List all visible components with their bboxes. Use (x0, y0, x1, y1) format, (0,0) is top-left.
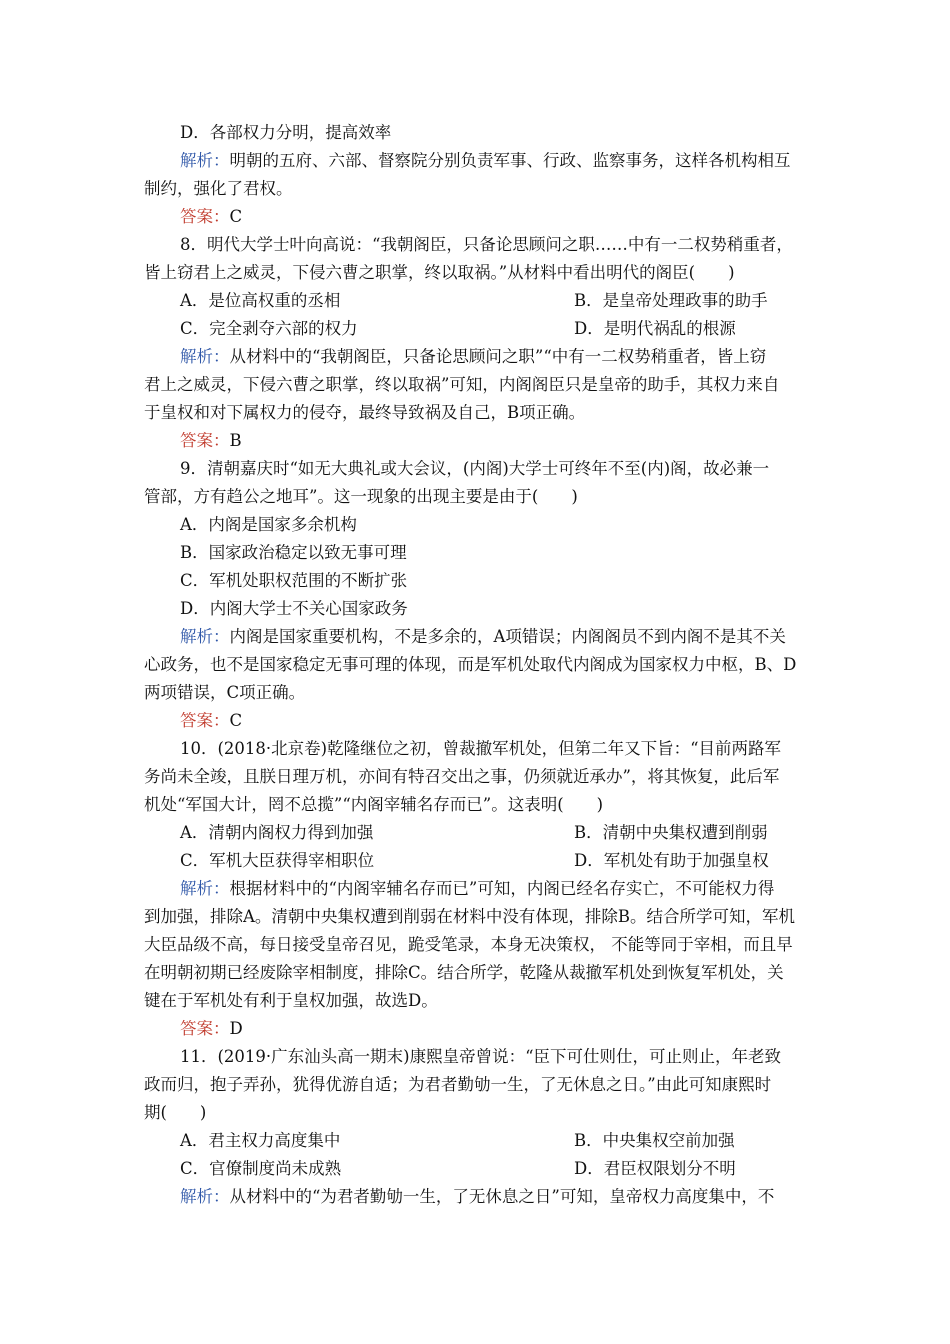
q10-option-d: D．军机处有助于加强皇权 (574, 851, 769, 870)
q9-stem-line-1: 9．清朝嘉庆时“如无大典礼或大会议，(内阁)大学士可终年不至(内)阁，故必兼一 (180, 459, 770, 478)
q8-analysis-line-2: 君上之威灵，下侵六曹之职掌，终以取祸”可知，内阁阁臣只是皇帝的助手，其权力来自 (144, 375, 780, 394)
analysis-label: 解析： (180, 347, 230, 366)
answer-label: 答案： (180, 711, 230, 730)
q9-stem-line-2: 管部，方有趋公之地耳”。这一现象的出现主要是由于( ) (144, 487, 578, 506)
q9-option-c: C．军机处职权范围的不断扩张 (180, 571, 408, 590)
q9-answer (180, 711, 242, 731)
q10-analysis-line-3: 大臣品级不高，每日接受皇帝召见，跪受笔录，本身无决策权， 不能等同于宰相，而且早 (144, 935, 793, 954)
q10-option-a: A．清朝内阁权力得到加强 (180, 823, 374, 842)
q10-stem-line-1: 10．(2018·北京卷)乾隆继位之初，曾裁撤军机处，但第二年又下旨：“目前两路军 (180, 739, 782, 758)
q8-option-d: D．是明代祸乱的根源 (574, 319, 736, 338)
answer-value: B (229, 431, 242, 450)
q8-option-a: A．是位高权重的丞相 (180, 291, 341, 310)
q8-option-c: C．完全剥夺六部的权力 (180, 319, 358, 338)
q9-option-d: D．内阁大学士不关心国家政务 (180, 599, 408, 618)
q10-answer (180, 1019, 243, 1039)
q8-analysis-line-1: 解析：从材料中的“我朝阁臣，只备论思顾问之职”“中有一二权势稍重者，皆上窃 (180, 347, 767, 366)
q8-analysis-line-3: 于皇权和对下属权力的侵夺，最终导致祸及自己，B项正确。 (144, 403, 586, 422)
q11-option-c: C．官僚制度尚未成熟 (180, 1159, 342, 1178)
q8-option-b: B．是皇帝处理政事的助手 (574, 291, 768, 310)
q9-option-b: B．国家政治稳定以致无事可理 (180, 543, 407, 562)
answer-label: 答案： (180, 1019, 230, 1038)
q8-stem-line-2: 皆上窃君上之威灵，下侵六曹之职掌，终以取祸。”从材料中看出明代的阁臣( ) (144, 263, 735, 282)
prev-option-d: D．各部权力分明，提高效率 (180, 123, 392, 142)
answer-label: 答案： (180, 207, 230, 226)
answer-value: C (229, 711, 243, 730)
q10-stem-line-2: 务尚未全竣，且朕日理万机，亦间有特召交出之事，仍须就近承办”，将其恢复，此后军 (144, 767, 780, 786)
answer-value: D (229, 1019, 243, 1038)
q11-option-a: A．君主权力高度集中 (180, 1131, 341, 1150)
q11-stem-line-2: 政而归，抱子弄孙，犹得优游自适；为君者勤劬一生，了无休息之日。”由此可知康熙时 (144, 1075, 772, 1094)
q9-option-a: A．内阁是国家多余机构 (180, 515, 357, 534)
q11-option-d: D．君臣权限划分不明 (574, 1159, 736, 1178)
q11-option-b: B．中央集权空前加强 (574, 1131, 735, 1150)
analysis-label: 解析： (180, 151, 230, 170)
answer-value: C (229, 207, 243, 226)
q11-stem-line-1: 11．(2019·广东汕头高一期末)康熙皇帝曾说：“臣下可仕则仕，可止则止，年老致 (180, 1047, 782, 1066)
prev-analysis-line-2: 制约，强化了君权。 (144, 179, 293, 198)
q11-analysis-line-1: 解析：从材料中的“为君者勤劬一生，了无休息之日”可知，皇帝权力高度集中，不 (180, 1187, 775, 1206)
q11-stem-line-3: 期( ) (144, 1103, 207, 1122)
q10-analysis-line-1: 解析：根据材料中的“内阁宰辅名存而已”可知，内阁已经名存实亡，不可能权力得 (180, 879, 775, 898)
prev-analysis-line-1: 解析：明朝的五府、六部、督察院分别负责军事、行政、监察事务，这样各机构相互 (180, 151, 791, 170)
analysis-label: 解析： (180, 1187, 230, 1206)
analysis-label: 解析： (180, 879, 230, 898)
q8-answer (180, 431, 242, 451)
q10-option-c: C．军机大臣获得宰相职位 (180, 851, 375, 870)
q10-stem-line-3: 机处“军国大计，罔不总揽”“内阁宰辅名存而已”。这表明( ) (144, 795, 604, 814)
q10-option-b: B．清朝中央集权遭到削弱 (574, 823, 768, 842)
q9-analysis-line-3: 两项错误，C项正确。 (144, 683, 306, 702)
q9-analysis-line-2: 心政务，也不是国家稳定无事可理的体现，而是军机处取代内阁成为国家权力中枢，B、D (144, 655, 797, 674)
q9-analysis-line-1: 解析：内阁是国家重要机构，不是多余的，A项错误；内阁阁员不到内阁不是其不关 (180, 627, 786, 646)
answer-label: 答案： (180, 431, 230, 450)
analysis-label: 解析： (180, 627, 230, 646)
q10-analysis-line-4: 在明朝初期已经废除宰相制度，排除C。结合所学，乾隆从裁撤军机处到恢复军机处，关 (144, 963, 784, 982)
q10-analysis-line-2: 到加强，排除A。清朝中央集权遭到削弱在材料中没有体现，排除B。结合所学可知，军机 (144, 907, 796, 926)
q8-stem-line-1: 8．明代大学士叶向高说：“我朝阁臣，只备论思顾问之职……中有一二权势稍重者， (180, 235, 793, 254)
prev-answer (180, 207, 242, 227)
q10-analysis-line-5: 键在于军机处有利于皇权加强，故选D。 (144, 991, 438, 1010)
